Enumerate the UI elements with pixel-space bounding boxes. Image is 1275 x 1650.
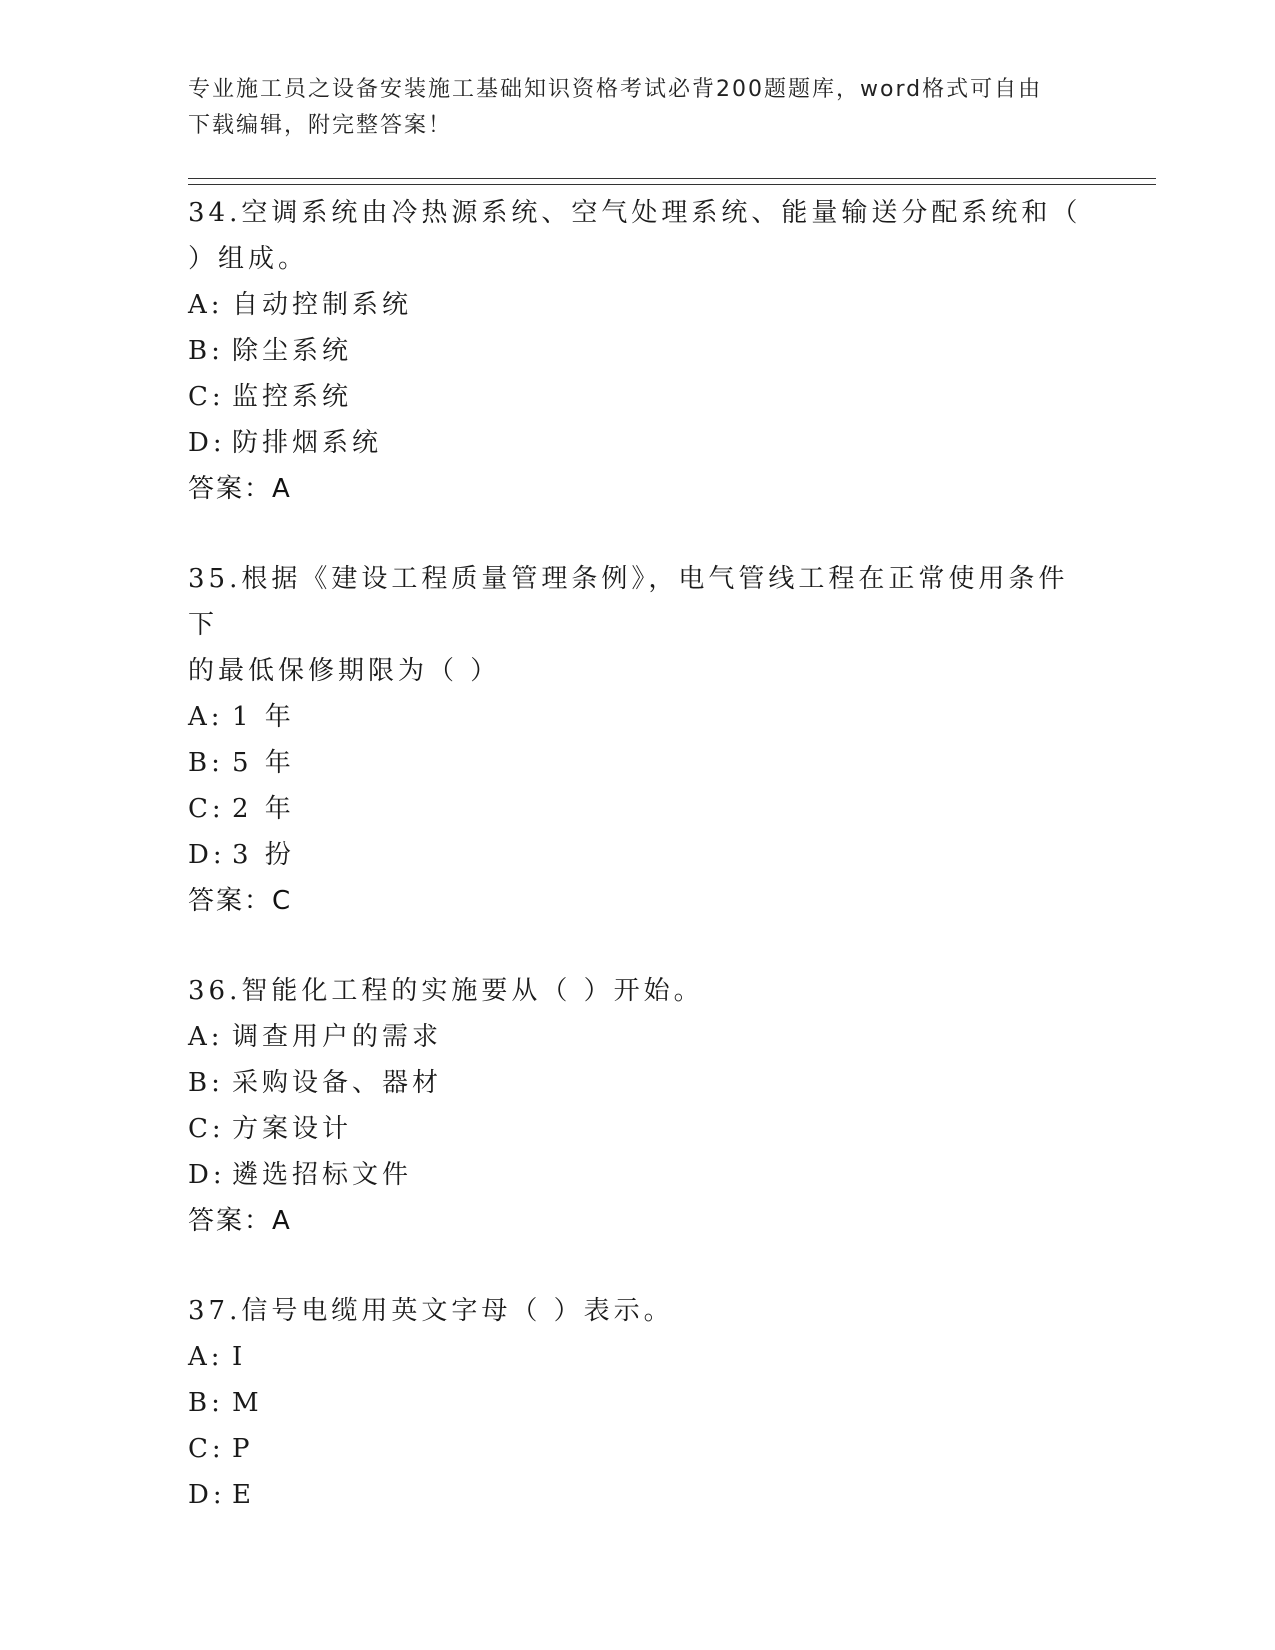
option-c [188, 786, 1088, 832]
option-text: 方案设计 [232, 1114, 353, 1144]
option-text: E [232, 1480, 255, 1510]
option-key: C: [188, 1114, 225, 1144]
option-key: D: [188, 428, 226, 458]
option-c [188, 374, 1088, 420]
option-key: A: [188, 1022, 224, 1052]
question-stem-line: ）组成。 [188, 244, 309, 274]
option-b [188, 328, 1088, 374]
option-text: 自动控制系统 [232, 290, 413, 320]
option-key: A: [188, 702, 224, 732]
option-d [188, 1472, 1088, 1518]
option-key: A: [188, 290, 224, 320]
option-b [188, 1060, 1088, 1106]
question-stem-line: 34.空调系统由冷热源系统、空气处理系统、能量输送分配系统和（ [188, 198, 1082, 228]
header-line-2: 下载编辑，附完整答案！ [188, 113, 453, 138]
question-stem-line: 的最低保修期限为（ ） [188, 656, 501, 686]
option-text: 1 年 [232, 702, 295, 732]
option-d [188, 1152, 1088, 1198]
option-text: 防排烟系统 [232, 428, 383, 458]
option-b [188, 740, 1088, 786]
option-key: A: [188, 1342, 224, 1372]
question-36 [188, 968, 1088, 1244]
option-text: 调查用户的需求 [232, 1022, 443, 1052]
question-stem-line: 36.智能化工程的实施要从（ ）开始。 [188, 976, 704, 1006]
option-text: 5 年 [232, 748, 295, 778]
question-stem-line: 35.根据《建设工程质量管理条例》，电气管线工程在正常使用条件下 [188, 564, 1069, 640]
question-37 [188, 1288, 1088, 1518]
option-c [188, 1106, 1088, 1152]
option-text: 3 扮 [232, 840, 295, 870]
option-key: D: [188, 840, 226, 870]
option-text: 2 年 [232, 794, 295, 824]
option-d [188, 420, 1088, 466]
header-divider-bottom [188, 184, 1156, 185]
option-key: B: [188, 748, 224, 778]
option-key: B: [188, 1068, 224, 1098]
option-a [188, 1334, 1088, 1380]
option-text: 监控系统 [232, 382, 353, 412]
option-key: B: [188, 336, 224, 366]
answer-line: 答案：A [188, 474, 292, 504]
option-a [188, 1014, 1088, 1060]
option-a [188, 694, 1088, 740]
question-34 [188, 190, 1088, 512]
header-divider-top [188, 178, 1156, 179]
option-d [188, 832, 1088, 878]
option-key: D: [188, 1480, 226, 1510]
option-text: I [232, 1342, 247, 1372]
question-stem-line: 37.信号电缆用英文字母（ ）表示。 [188, 1296, 674, 1326]
option-key: C: [188, 382, 225, 412]
option-key: D: [188, 1160, 226, 1190]
header-line-1: 专业施工员之设备安装施工基础知识资格考试必背200题题库，word格式可自由 [188, 77, 1043, 102]
document-header [188, 72, 1088, 144]
question-35 [188, 556, 1088, 924]
option-text: 遴选招标文件 [232, 1160, 413, 1190]
question-list [188, 190, 1088, 1518]
option-key: C: [188, 794, 225, 824]
answer-line: 答案：A [188, 1206, 292, 1236]
option-text: P [232, 1434, 254, 1464]
option-a [188, 282, 1088, 328]
option-text: 除尘系统 [232, 336, 353, 366]
answer-line: 答案：C [188, 886, 293, 916]
option-key: B: [188, 1388, 224, 1418]
option-text: 采购设备、器材 [232, 1068, 443, 1098]
option-key: C: [188, 1434, 225, 1464]
option-b [188, 1380, 1088, 1426]
option-text: M [232, 1388, 263, 1418]
option-c [188, 1426, 1088, 1472]
